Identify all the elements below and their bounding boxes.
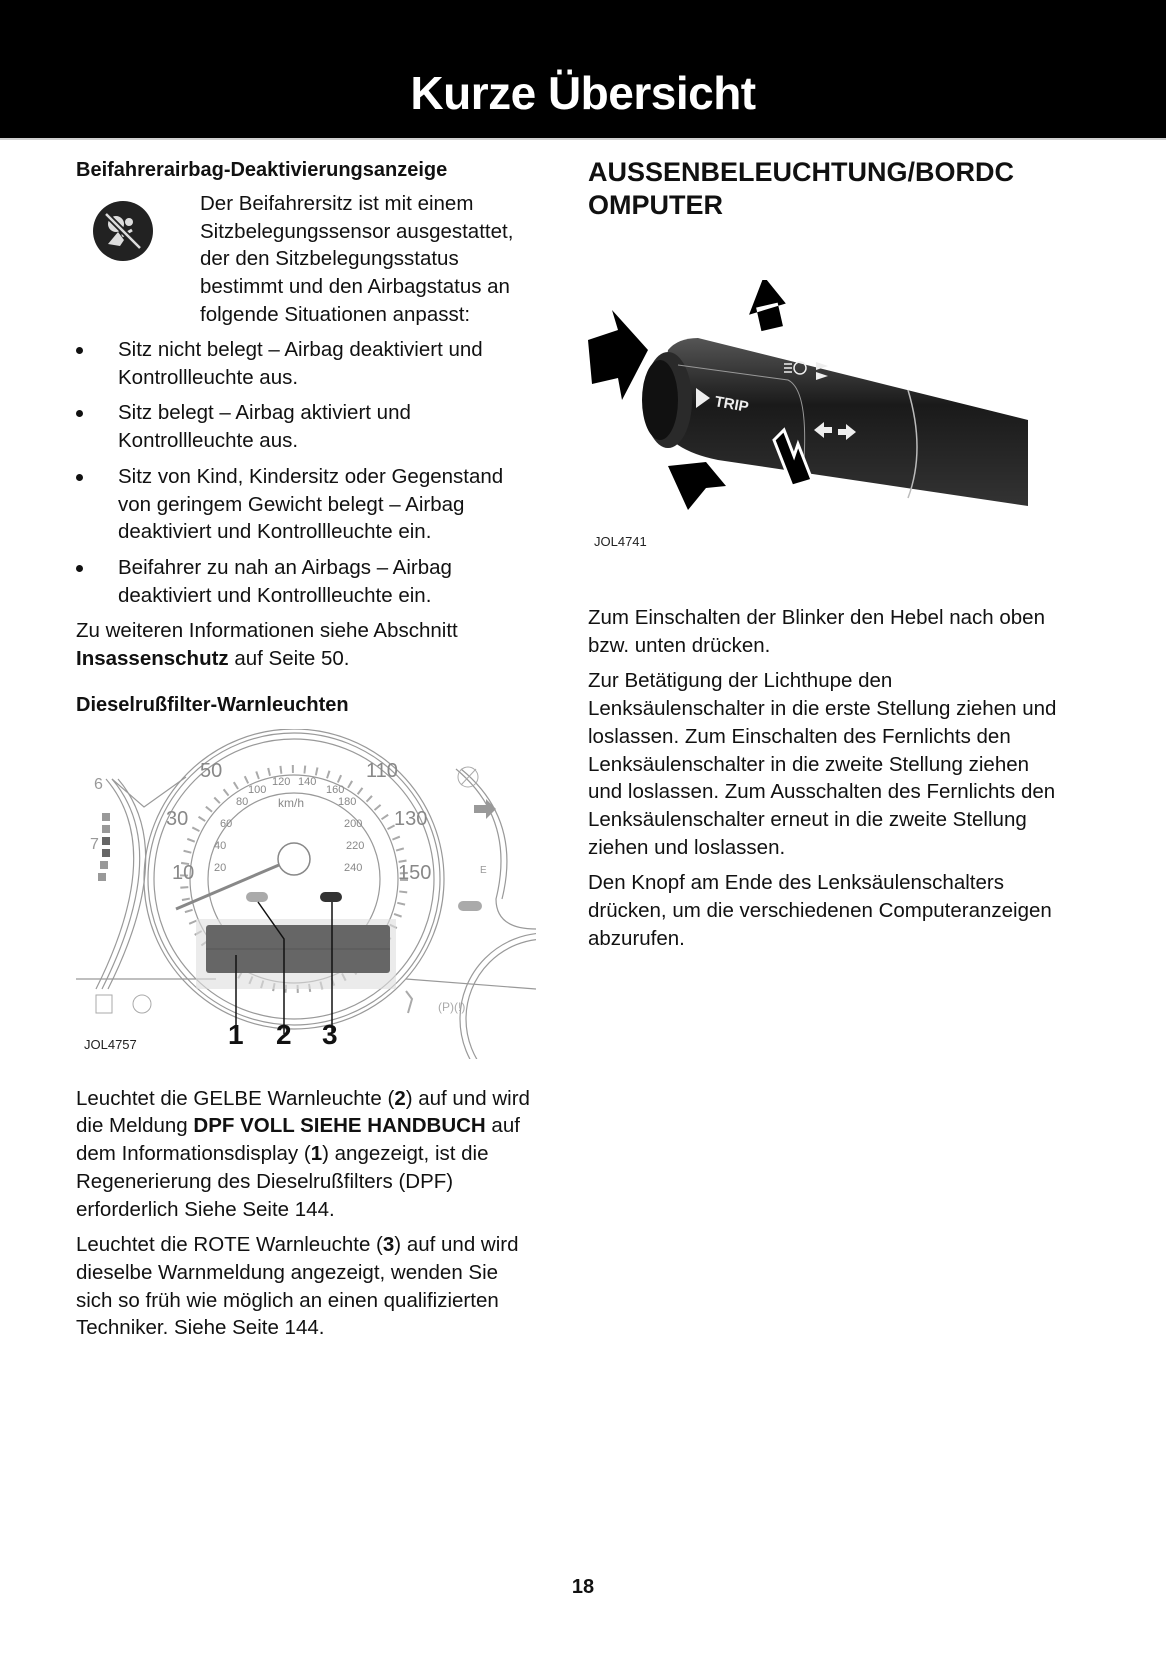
paragraph: Zur Betätigung der Lichthupe den Lenksäulenschalter in die erste Stellung ziehen und loslassen. Zum Einschalten des Fernlichts den Lenksäulenschalter in die zweite Stellung ziehen und loslassen. Zum Ausschalten des Fernlichts den Lenksäulenschalter erneut in die zweite Stellung ziehen und loslassen. [588, 669, 1057, 859]
svg-text:km/h: km/h [278, 795, 305, 810]
svg-text:E: E [480, 864, 487, 876]
svg-text:140: 140 [298, 775, 317, 788]
bullet-icon [76, 565, 83, 572]
svg-text:130: 130 [394, 807, 428, 830]
airbag-heading: Beifahrerairbag-Deaktivierungsanzeige [76, 159, 448, 181]
paragraph: Den Knopf am Ende des Lenksäulenschalters drücken, um die verschiedenen Computeranzeigen abzurufen. [588, 871, 1052, 950]
svg-text:120: 120 [272, 775, 291, 788]
amber-warning-lamp [246, 892, 268, 902]
bullet-icon [76, 410, 83, 417]
list-item: Sitz belegt – Airbag aktiviert und Kontrollleuchte aus. [76, 399, 536, 454]
airbag-intro-text: Der Beifahrersitz ist mit einem Sitzbelegungssensor ausgestattet, der den Sitzbelegungsstatus bestimmt und den Airbagstatus an folgende Situationen anpasst: [200, 192, 514, 326]
red-warning-lamp [320, 892, 342, 902]
svg-text:10: 10 [172, 861, 195, 884]
svg-text:80: 80 [236, 795, 249, 808]
svg-text:7: 7 [90, 835, 99, 853]
svg-text:150: 150 [398, 861, 432, 884]
instrument-cluster-figure [76, 729, 536, 1079]
bullet-icon [76, 347, 83, 354]
svg-text:110: 110 [366, 759, 398, 782]
more-info-text: Zu weiteren Informationen siehe Abschnitt Insassenschutz auf Seite 50. [76, 619, 458, 671]
right-column [588, 156, 1068, 950]
svg-text:50: 50 [200, 759, 223, 782]
left-column [76, 156, 536, 1350]
svg-text:(P)(!): (P)(!) [438, 999, 466, 1014]
svg-text:180: 180 [338, 795, 357, 808]
list-item: Sitz nicht belegt – Airbag deaktiviert und Kontrollleuchte aus. [76, 336, 536, 391]
steering-column-lever-illustration [588, 280, 1028, 580]
cross-reference-link: Insassenschutz [76, 647, 229, 671]
list-item: Beifahrer zu nah an Airbags – Airbag deaktiviert und Kontrollleuchte ein. [76, 554, 536, 609]
dpf-amber-paragraph: Leuchtet die GELBE Warnleuchte (2) auf und wird die Meldung DPF VOLL SIEHE HANDBUCH auf dem Informationsdisplay (1) angezeigt, ist die Regenerierung des Dieselrußfilters (DPF) erforderlich Siehe Seite 144. [76, 1086, 530, 1221]
svg-text:160: 160 [326, 783, 345, 796]
svg-text:220: 220 [346, 839, 365, 852]
airbag-off-icon [92, 200, 154, 262]
svg-text:6: 6 [94, 775, 103, 793]
figure-code: JOL4741 [594, 534, 647, 549]
airbag-status-list [76, 336, 536, 609]
svg-text:20: 20 [214, 861, 227, 874]
paragraph: Zum Einschalten der Blinker den Hebel nach oben bzw. unten drücken. [588, 606, 1045, 657]
page-title: Kurze Übersicht [410, 67, 756, 119]
airbag-intro [76, 190, 536, 330]
page-header [0, 0, 1166, 140]
page-number: 18 [571, 1576, 595, 1598]
list-item: Sitz von Kind, Kindersitz oder Gegenstand von geringem Gewicht belegt – Airbag deaktiviert und Kontrollleuchte ein. [76, 463, 536, 546]
svg-text:TRIP: TRIP [713, 393, 750, 416]
arrow-down-icon [668, 462, 726, 510]
callout-2: 2 [276, 1018, 292, 1050]
svg-text:240: 240 [344, 861, 363, 874]
instrument-cluster-illustration [76, 729, 536, 1059]
section-heading: AUSSENBELEUCHTUNG/BORDC OMPUTER [588, 157, 1015, 220]
svg-text:200: 200 [344, 817, 363, 830]
callout-3: 3 [322, 1018, 338, 1050]
dpf-red-paragraph: Leuchtet die ROTE Warnleuchte (3) auf und wird dieselbe Warnmeldung angezeigt, wenden Sie sich so früh wie möglich an einen qualifizierten Techniker. Siehe Seite 144. [76, 1233, 519, 1340]
bullet-icon [76, 474, 83, 481]
dpf-heading: Dieselrußfilter-Warnleuchten [76, 693, 349, 716]
svg-text:40: 40 [214, 839, 227, 852]
svg-text:60: 60 [220, 817, 233, 830]
arrow-push-icon [588, 310, 648, 400]
arrow-up-icon [744, 280, 789, 333]
lever-figure [588, 280, 1028, 620]
callout-1: 1 [228, 1018, 244, 1050]
figure-code: JOL4757 [84, 1036, 137, 1052]
svg-text:30: 30 [166, 807, 189, 830]
svg-text:100: 100 [248, 783, 267, 796]
